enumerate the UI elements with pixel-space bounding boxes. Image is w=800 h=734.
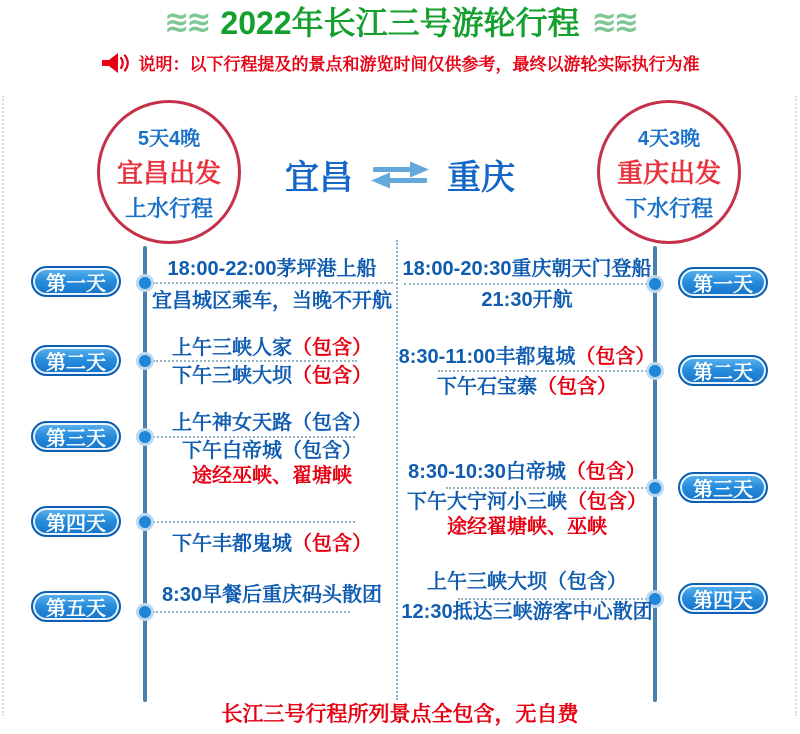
itinerary-left-day2-line2: [148, 365, 396, 388]
timeline-dotted-connector: [438, 370, 651, 372]
timeline-dotted-connector: [458, 598, 651, 600]
triple-wave-icon: ≋≋: [591, 6, 636, 40]
itinerary-text: 下午石宝寨: [437, 376, 537, 398]
day-badge-left-5: 第五天: [31, 591, 121, 622]
timeline-dotted-connector: [153, 360, 357, 362]
timeline-node-icon: [136, 513, 154, 531]
center-divider-dotted: [396, 240, 398, 700]
itinerary-right-day2-line2: [402, 376, 652, 399]
itinerary-highlight: （包含）: [537, 376, 617, 398]
triple-wave-icon: ≋≋: [164, 6, 209, 40]
plan-direction: 下水行程: [624, 195, 713, 221]
right-timeline-line: [653, 246, 657, 702]
itinerary-text: 18:00-20:30重庆朝天门登船: [402, 258, 652, 280]
itinerary-left-day1-line1: [148, 258, 396, 281]
itinerary-text: 12:30抵达三峡游客中心散团: [401, 601, 653, 623]
plan-duration: 5天4晚: [137, 127, 201, 150]
day-badge-left-3: 第三天: [31, 421, 121, 452]
timeline-dotted-connector: [153, 611, 350, 613]
itinerary-right-day1-line1: [402, 258, 652, 281]
itinerary-right-day3-line3: [402, 516, 652, 539]
timeline-dotted-connector: [446, 487, 651, 489]
itinerary-right-day2-line1: [398, 346, 656, 369]
itinerary-highlight: （包含）: [292, 337, 372, 359]
itinerary-highlight: （包含）: [575, 346, 656, 368]
itinerary-left-day5-line1: [148, 584, 396, 607]
plan-direction: 上水行程: [124, 195, 213, 221]
itinerary-right-day4-line2: [402, 601, 652, 624]
itinerary-text: 8:30早餐后重庆码头散团: [161, 584, 383, 606]
day-badge-right-4: 第四天: [678, 583, 768, 614]
left-edge-dotted-border: [2, 96, 4, 716]
itinerary-left-day2-line1: [148, 337, 396, 360]
itinerary-text: 上午三峡大坝（包含）: [427, 571, 627, 593]
itinerary-highlight: （包含）: [565, 461, 646, 483]
route-city-from: 宜昌: [285, 159, 353, 197]
footer-note: 长江三号行程所列景点全包含，无自费: [221, 703, 579, 726]
day-badge-right-2: 第二天: [678, 355, 768, 386]
itinerary-highlight: 途经巫峡、翟塘峡: [192, 465, 352, 487]
right-edge-dotted-border: [795, 96, 797, 716]
plan-duration: 4天3晚: [637, 127, 701, 150]
itinerary-left-day3-line3: [148, 465, 396, 488]
header: [0, 4, 800, 42]
itinerary-text: 上午三峡人家: [172, 337, 292, 359]
itinerary-left-day3-line1: [148, 412, 396, 435]
itinerary-right-day3-line2: [402, 491, 652, 514]
day-badge-left-2: 第二天: [31, 345, 121, 376]
plan-departure: 宜昌出发: [116, 157, 221, 188]
two-way-arrow-icon: [367, 158, 433, 192]
itinerary-text: 8:30-11:00丰都鬼城: [398, 346, 576, 368]
notice-bar: [0, 50, 800, 75]
itinerary-right-day4-line1: [402, 571, 652, 594]
page-title: 2022年长江三号游轮行程: [220, 5, 580, 41]
itinerary-text: 18:00-22:00茅坪港上船: [167, 258, 377, 280]
itinerary-right-day3-line1: [402, 461, 652, 484]
itinerary-text: 下午大宁河小三峡: [407, 491, 567, 513]
itinerary-text: 上午神女天路（包含）: [172, 412, 372, 434]
day-badge-right-3: 第三天: [678, 472, 768, 503]
timeline-dotted-connector: [153, 282, 393, 284]
itinerary-text: 下午三峡大坝: [172, 365, 292, 387]
itinerary-text: 宜昌城区乘车，当晚不开航: [152, 290, 392, 312]
itinerary-highlight: 途经翟塘峡、巫峡: [447, 516, 607, 538]
notice-text: 说明：以下行程提及的景点和游览时间仅供参考，最终以游轮实际执行为准: [138, 55, 700, 74]
timeline-dotted-connector: [153, 436, 355, 438]
itinerary-highlight: （包含）: [292, 365, 372, 387]
itinerary-text: 8:30-10:30白帝城: [408, 461, 566, 483]
plan-departure: 重庆出发: [616, 157, 721, 188]
itinerary-left-day4-line1: [148, 533, 396, 556]
timeline-dotted-connector: [153, 521, 355, 523]
itinerary-left-day1-line2: [148, 290, 396, 313]
day-badge-right-1: 第一天: [678, 267, 768, 298]
route-city-to: 重庆: [447, 159, 515, 197]
left-timeline-line: [143, 246, 147, 702]
megaphone-icon: [101, 51, 131, 75]
itinerary-highlight: （包含）: [567, 491, 647, 513]
downstream-plan-circle: [597, 100, 741, 244]
itinerary-text: 21:30开航: [481, 289, 573, 311]
itinerary-text: 下午白帝城（包含）: [182, 440, 362, 462]
itinerary-left-day3-line2: [148, 440, 396, 463]
timeline-dotted-connector: [404, 283, 651, 285]
upstream-plan-circle: [97, 100, 241, 244]
itinerary-right-day1-line2: [402, 289, 652, 312]
day-badge-left-1: 第一天: [31, 266, 121, 297]
day-badge-left-4: 第四天: [31, 506, 121, 537]
itinerary-highlight: （包含）: [292, 533, 372, 555]
route-banner: [250, 150, 550, 199]
itinerary-text: 下午丰都鬼城: [172, 533, 292, 555]
